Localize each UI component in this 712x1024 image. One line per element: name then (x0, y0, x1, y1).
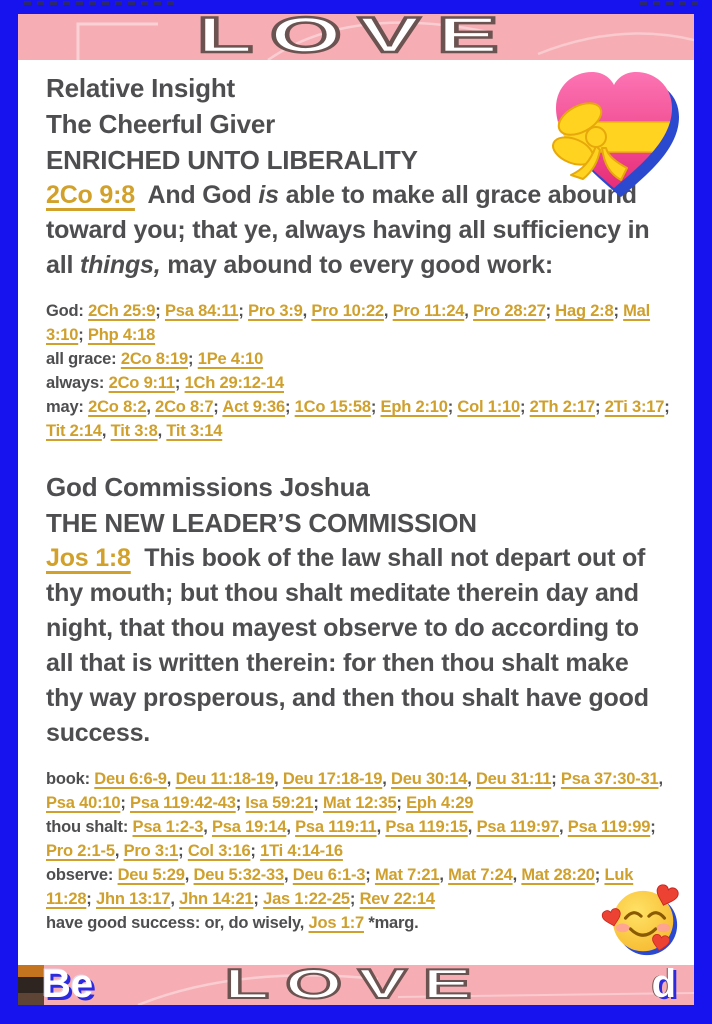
xref-row: all grace: 2Co 8:19; 1Pe 4:10 (46, 350, 264, 368)
xref-label: God: (46, 302, 89, 320)
scripture-link[interactable]: Tit 3:8 (110, 422, 158, 440)
scripture-link[interactable]: 2Co 8:19 (120, 350, 189, 368)
scripture-link[interactable]: Deu 11:18-19 (175, 770, 275, 788)
scripture-link[interactable]: 2Co 8:2 (88, 398, 147, 416)
scripture-link[interactable]: Eph 4:29 (406, 794, 474, 812)
banner-word-d: d (651, 965, 676, 1005)
scripture-link[interactable]: 1Pe 4:10 (197, 350, 264, 368)
scripture-link[interactable]: Psa 1:2-3 (132, 818, 204, 836)
scripture-link[interactable]: Psa 119:11 (295, 818, 377, 836)
scripture-link[interactable]: Pro 3:9 (248, 302, 303, 320)
bottom-love-banner (18, 965, 694, 1005)
scripture-link[interactable]: 1Co 15:58 (294, 398, 371, 416)
scripture-link[interactable]: Psa 119:42-43 (130, 794, 236, 812)
xref-row: always: 2Co 9:11; 1Ch 29:12-14 (46, 374, 284, 392)
scripture-link[interactable]: Psa 84:11 (164, 302, 239, 320)
top-edge-artifact (640, 1, 698, 5)
scripture-link[interactable]: Tit 2:14 (46, 422, 102, 440)
xref-text: or, do wisely, (204, 914, 309, 932)
scripture-link[interactable]: Jhn 14:21 (179, 890, 254, 908)
scripture-link[interactable]: Mat 7:24 (448, 866, 513, 884)
top-edge-artifact (24, 1, 174, 5)
verse-text: may abound to every good work: (160, 251, 553, 279)
section-heading: THE NEW LEADER’S COMMISSION (46, 508, 477, 538)
xref-label: always: (46, 374, 109, 392)
section-heading: ENRICHED UNTO LIBERALITY (46, 145, 418, 175)
xref-label: all grace: (46, 350, 121, 368)
verse-text: And God (147, 181, 259, 209)
verse-text: is (258, 181, 279, 209)
scripture-link[interactable]: Jhn 13:17 (95, 890, 171, 908)
banner-word-be: Be (42, 965, 94, 1005)
scripture-link[interactable]: 2Co 9:11 (108, 374, 175, 392)
scripture-link[interactable]: Deu 30:14 (391, 770, 468, 788)
scripture-link[interactable]: Deu 6:6-9 (94, 770, 167, 788)
scripture-link[interactable]: Rev 22:14 (359, 890, 435, 908)
cross-references (46, 767, 670, 935)
verse-text: This book of the law shall not depart out of thy mouth; but thou shalt meditate therein day and night, that thou mayest observe to do according to all that is written therein: for then thou shalt make thy way prosperous, and then thou shalt have good success. (46, 544, 649, 747)
scripture-link[interactable]: Hag 2:8 (555, 302, 614, 320)
verse-paragraph (46, 541, 658, 751)
section-heading: God Commissions Joshua (46, 472, 370, 502)
xref-label: have good success: (46, 914, 205, 932)
scripture-link[interactable]: Psa 19:14 (211, 818, 287, 836)
scripture-link[interactable]: 2Th 2:17 (529, 398, 595, 416)
scripture-link[interactable]: Deu 5:32-33 (193, 866, 284, 884)
xref-row: God: 2Ch 25:9; Psa 84:11; Pro 3:9, Pro 10:22, Pro 11:24, Pro 28:27; Hag 2:8; Mal 3:10; Php 4:18 (46, 302, 651, 344)
scripture-link[interactable]: Psa 119:15 (385, 818, 468, 836)
verse-reference-link[interactable]: 2Co 9:8 (46, 181, 135, 209)
scripture-link[interactable]: Col 1:10 (457, 398, 520, 416)
xref-label: may: (46, 398, 89, 416)
scripture-link[interactable]: Act 9:36 (222, 398, 285, 416)
scripture-link[interactable]: Mat 28:20 (521, 866, 595, 884)
scripture-link[interactable]: Mat 7:21 (374, 866, 440, 884)
scripture-link[interactable]: Isa 59:21 (245, 794, 314, 812)
document-canvas (18, 14, 694, 1005)
xref-label: book: (46, 770, 95, 788)
verse-text: things, (79, 251, 161, 279)
study-section (46, 469, 672, 935)
xref-label: observe: (46, 866, 118, 884)
xref-label: thou shalt: (46, 818, 133, 836)
scripture-link[interactable]: Deu 31:11 (475, 770, 552, 788)
scripture-link[interactable]: Tit 3:14 (166, 422, 223, 440)
cross-references (46, 299, 670, 443)
heart-with-ribbon-emoji (542, 62, 686, 202)
scripture-link[interactable]: Pro 11:24 (392, 302, 465, 320)
scripture-link[interactable]: Psa 119:97 (476, 818, 559, 836)
scripture-link[interactable]: Deu 5:29 (117, 866, 185, 884)
scripture-link[interactable]: Jos 1:7 (308, 914, 364, 932)
xref-row: thou shalt: Psa 1:2-3, Psa 19:14, Psa 119:11, Psa 119:15, Psa 119:97, Psa 119:99; Pro 2:1-5, Pro 3:1; Col 3:16; 1Ti 4:14-16 (46, 818, 656, 860)
smiling-face-with-hearts-emoji (608, 886, 682, 960)
scripture-link[interactable]: Pro 3:1 (123, 842, 179, 860)
scripture-link[interactable]: Pro 2:1-5 (46, 842, 115, 860)
xref-row: book: Deu 6:6-9, Deu 11:18-19, Deu 17:18-19, Deu 30:14, Deu 31:11; Psa 37:30-31, Psa 40:10; Psa 119:42-43; Isa 59:21; Mat 12:35; Eph 4:29 (46, 770, 663, 812)
scripture-link[interactable]: Php 4:18 (87, 326, 156, 344)
section-heading: The Cheerful Giver (46, 109, 276, 139)
verse-text: able to make all grace abound toward you; that ye, always having all sufficiency in all (46, 181, 650, 279)
scripture-link[interactable]: Mat 12:35 (323, 794, 397, 812)
scripture-link[interactable]: Eph 2:10 (380, 398, 448, 416)
scripture-link[interactable]: 2Co 8:7 (155, 398, 214, 416)
scripture-link[interactable]: 2Ti 3:17 (604, 398, 665, 416)
scripture-link[interactable]: Pro 28:27 (473, 302, 546, 320)
scripture-link[interactable]: Deu 6:1-3 (292, 866, 366, 884)
top-love-banner (18, 14, 694, 60)
scripture-link[interactable]: Col 3:16 (187, 842, 251, 860)
scripture-link[interactable]: Jas 1:22-25 (263, 890, 350, 908)
xref-row: may: 2Co 8:2, 2Co 8:7; Act 9:36; 1Co 15:58; Eph 2:10; Col 1:10; 2Th 2:17; 2Ti 3:17; Tit 2:14, Tit 3:8, Tit 3:14 (46, 398, 670, 440)
section-heading: Relative Insight (46, 73, 235, 103)
banner-word-love: LOVE (224, 965, 488, 1005)
xref-row (46, 911, 670, 935)
xref-text: *marg. (368, 914, 419, 932)
scripture-link[interactable]: 1Ti 4:14-16 (260, 842, 343, 860)
verse-reference-link[interactable]: Jos 1:8 (46, 544, 131, 572)
scripture-link[interactable]: 1Ch 29:12-14 (184, 374, 284, 392)
scripture-link[interactable]: Psa 119:99 (567, 818, 651, 836)
banner-word-love: LOVE (196, 14, 516, 60)
scripture-link[interactable]: Psa 40:10 (46, 794, 121, 812)
scripture-link[interactable]: Psa 37:30-31 (560, 770, 659, 788)
scripture-link[interactable]: 2Ch 25:9 (88, 302, 156, 320)
scripture-link[interactable]: Mal 3:10 (46, 302, 651, 344)
scripture-link[interactable]: Pro 10:22 (311, 302, 384, 320)
scripture-link[interactable]: Deu 17:18-19 (282, 770, 383, 788)
xref-row: observe: Deu 5:29, Deu 5:32-33, Deu 6:1-3; Mat 7:21, Mat 7:24, Mat 28:20; Luk 11:28; Jhn 13:17, Jhn 14:21; Jas 1:22-25; Rev 22:14 (46, 866, 634, 908)
scripture-link[interactable]: Luk 11:28 (46, 866, 634, 908)
